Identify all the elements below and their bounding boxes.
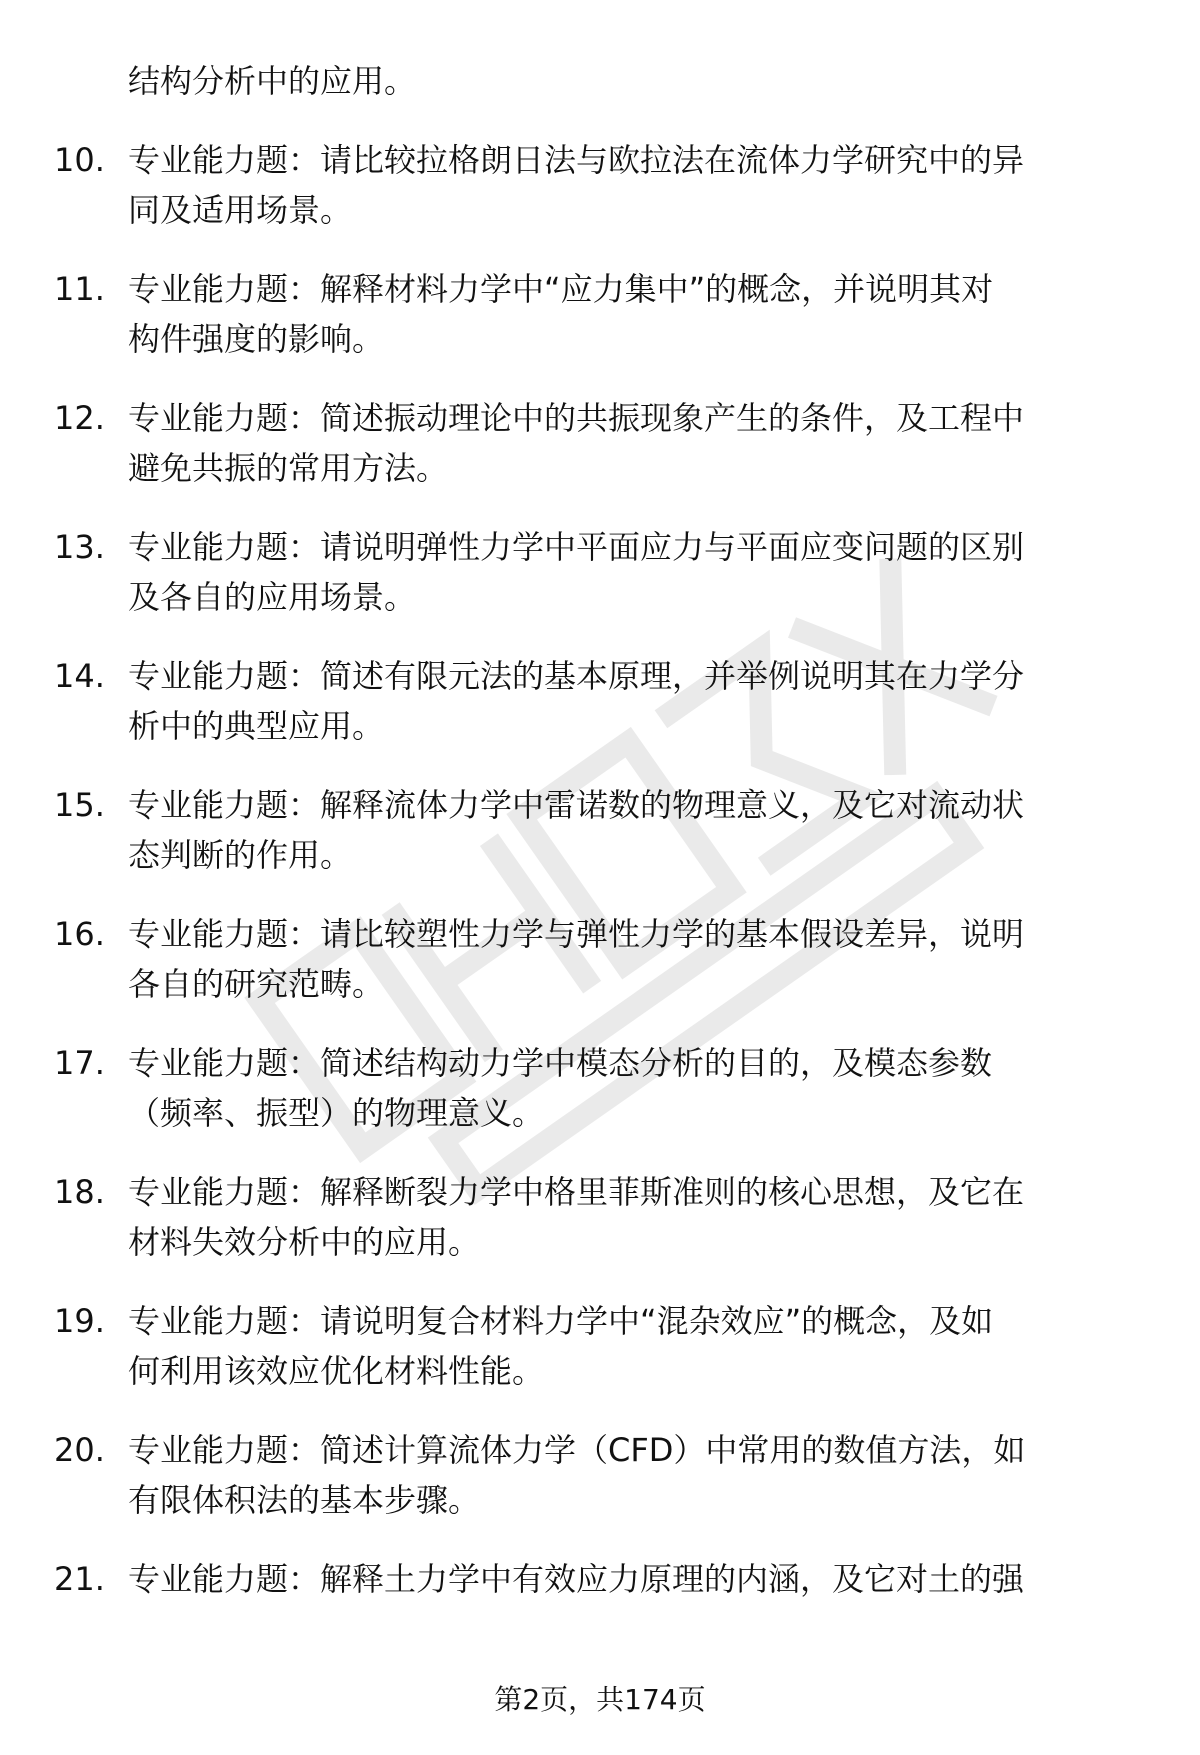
- item-number: 14.: [54, 657, 105, 695]
- page-footer: 第2页，共174页: [494, 1683, 706, 1716]
- item-number: 17.: [54, 1044, 105, 1082]
- list-item: [0, 135, 1200, 235]
- list-item: [0, 909, 1200, 1009]
- item-text-line: 同及适用场景。: [128, 191, 353, 229]
- item-number: 18.: [54, 1173, 105, 1211]
- items-container: [0, 135, 1200, 1604]
- continuation-line: 结构分析中的应用。: [128, 62, 417, 100]
- item-text-line: 专业能力题：解释流体力学中雷诺数的物理意义，及它对流动状: [128, 786, 1025, 824]
- item-text-line: 专业能力题：解释断裂力学中格里菲斯准则的核心思想，及它在: [128, 1173, 1025, 1211]
- item-text-line: 专业能力题：请说明弹性力学中平面应力与平面应变问题的区别: [128, 528, 1025, 566]
- item-text-line: 专业能力题：请比较塑性力学与弹性力学的基本假设差异，说明: [128, 915, 1025, 953]
- item-text-line: 专业能力题：解释土力学中有效应力原理的内涵，及它对土的强: [128, 1560, 1025, 1598]
- item-number: 11.: [54, 270, 105, 308]
- item-text-line: 析中的典型应用。: [128, 707, 385, 745]
- item-number: 10.: [54, 141, 105, 179]
- item-text-line: 及各自的应用场景。: [128, 578, 417, 616]
- item-text-line: 专业能力题：简述有限元法的基本原理，并举例说明其在力学分: [128, 657, 1025, 695]
- list-item: [0, 1425, 1200, 1525]
- item-text-line: 专业能力题：请说明复合材料力学中“混杂效应”的概念，及如: [128, 1302, 994, 1340]
- item-number: 16.: [54, 915, 105, 953]
- list-item: [0, 522, 1200, 622]
- item-number: 13.: [54, 528, 105, 566]
- item-number: 12.: [54, 399, 105, 437]
- list-item: [0, 1167, 1200, 1267]
- item-text-line: 专业能力题：解释材料力学中“应力集中”的概念，并说明其对: [128, 270, 994, 308]
- list-item: [0, 1554, 1200, 1604]
- list-item: [0, 780, 1200, 880]
- item-text-line: 何利用该效应优化材料性能。: [128, 1352, 545, 1390]
- item-text-line: （频率、振型）的物理意义。: [128, 1094, 545, 1132]
- list-item: [0, 1038, 1200, 1138]
- item-text-line: 专业能力题：简述振动理论中的共振现象产生的条件，及工程中: [128, 399, 1025, 437]
- list-item: [0, 393, 1200, 493]
- list-item: [0, 1296, 1200, 1396]
- item-text-line: 有限体积法的基本步骤。: [128, 1481, 481, 1519]
- item-text-line: 专业能力题：简述计算流体力学（CFD）中常用的数值方法，如: [128, 1431, 1026, 1469]
- item-text-line: 避免共振的常用方法。: [128, 449, 449, 487]
- item-text-line: 各自的研究范畴。: [128, 965, 385, 1003]
- item-number: 19.: [54, 1302, 105, 1340]
- item-text-line: 材料失效分析中的应用。: [128, 1223, 481, 1261]
- list-item: [0, 264, 1200, 364]
- item-number: 15.: [54, 786, 105, 824]
- item-number: 21.: [54, 1560, 105, 1598]
- list-item: [0, 651, 1200, 751]
- item-number: 20.: [54, 1431, 105, 1469]
- item-text-line: 专业能力题：简述结构动力学中模态分析的目的，及模态参数: [128, 1044, 993, 1082]
- item-text-line: 态判断的作用。: [128, 836, 353, 874]
- item-text-line: 构件强度的影响。: [128, 320, 385, 358]
- item-text-line: 专业能力题：请比较拉格朗日法与欧拉法在流体力学研究中的异: [128, 141, 1025, 179]
- question-list: [0, 56, 1200, 1604]
